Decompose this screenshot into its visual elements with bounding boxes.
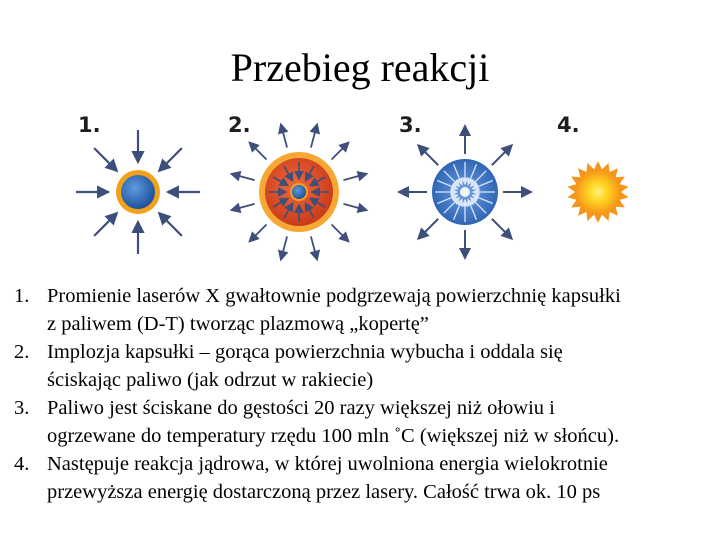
blowoff-arrow-icon bbox=[343, 174, 366, 180]
laser-arrow-icon bbox=[94, 213, 117, 236]
step-text-line: Implozja kapsułki – gorąca powierzchnia wybucha i oddala się bbox=[47, 341, 563, 363]
blowoff-arrow-icon bbox=[332, 225, 349, 242]
step-item bbox=[14, 282, 714, 338]
step-1-number: 1. bbox=[78, 113, 101, 137]
step-text-line: Następuje reakcja jądrowa, w której uwolniona energia wielokrotnie bbox=[47, 453, 608, 475]
step-text-line: ogrzewane do temperatury rzędu 100 mln ˚C (większej niż w słońcu). bbox=[47, 425, 620, 447]
stage-1-laser-heating bbox=[76, 130, 200, 254]
step-number: 4. bbox=[14, 453, 30, 475]
blowoff-arrow-icon bbox=[332, 143, 349, 160]
step-text-line: przewyższa energię dostarczoną przez lasery. Całość trwa ok. 10 ps bbox=[47, 481, 601, 503]
blowoff-arrow-icon bbox=[250, 225, 267, 242]
blowoff-arrow-icon bbox=[281, 124, 287, 147]
outward-arrow-icon bbox=[492, 145, 512, 165]
stage-4-ignition bbox=[567, 161, 628, 223]
step-number: 3. bbox=[14, 397, 30, 419]
step-4-number: 4. bbox=[557, 113, 580, 137]
outward-arrow-icon bbox=[418, 219, 438, 239]
fuel-core-icon bbox=[292, 185, 306, 199]
step-item bbox=[14, 394, 714, 450]
stage-2-implosion bbox=[231, 124, 366, 259]
step-3-number: 3. bbox=[399, 113, 422, 137]
blowoff-arrow-icon bbox=[250, 143, 267, 160]
stage-3-compression bbox=[399, 126, 531, 258]
capsule-icon bbox=[121, 175, 155, 209]
laser-arrow-icon bbox=[94, 148, 117, 171]
slide-title: Przebieg reakcji bbox=[230, 45, 490, 90]
step-2-number: 2. bbox=[228, 113, 251, 137]
step-text-line: z paliwem (D-T) tworząc plazmową „kopertę” bbox=[47, 313, 429, 335]
blowoff-arrow-icon bbox=[231, 174, 254, 180]
step-item bbox=[14, 450, 714, 506]
steps-list bbox=[14, 282, 714, 506]
blowoff-arrow-icon bbox=[343, 204, 366, 210]
step-text-line: Paliwo jest ściskane do gęstości 20 razy większej niż ołowiu i bbox=[47, 397, 555, 419]
ignition-core-icon bbox=[576, 170, 620, 214]
step-number: 1. bbox=[14, 285, 30, 307]
laser-arrow-icon bbox=[159, 148, 182, 171]
blowoff-arrow-icon bbox=[311, 236, 317, 259]
step-number: 2. bbox=[14, 341, 30, 363]
step-text-line: Promienie laserów X gwałtownie podgrzewają powierzchnię kapsułki bbox=[47, 285, 621, 307]
step-item bbox=[14, 338, 714, 394]
outward-arrow-icon bbox=[492, 219, 512, 239]
blowoff-arrow-icon bbox=[281, 236, 287, 259]
outward-arrow-icon bbox=[418, 145, 438, 165]
reaction-diagram bbox=[0, 100, 720, 270]
laser-arrow-icon bbox=[159, 213, 182, 236]
step-text-line: ściskając paliwo (jak odrzut w rakiecie) bbox=[47, 369, 374, 391]
blowoff-arrow-icon bbox=[311, 124, 317, 147]
blowoff-arrow-icon bbox=[231, 204, 254, 210]
hot-spot-icon bbox=[460, 187, 470, 197]
